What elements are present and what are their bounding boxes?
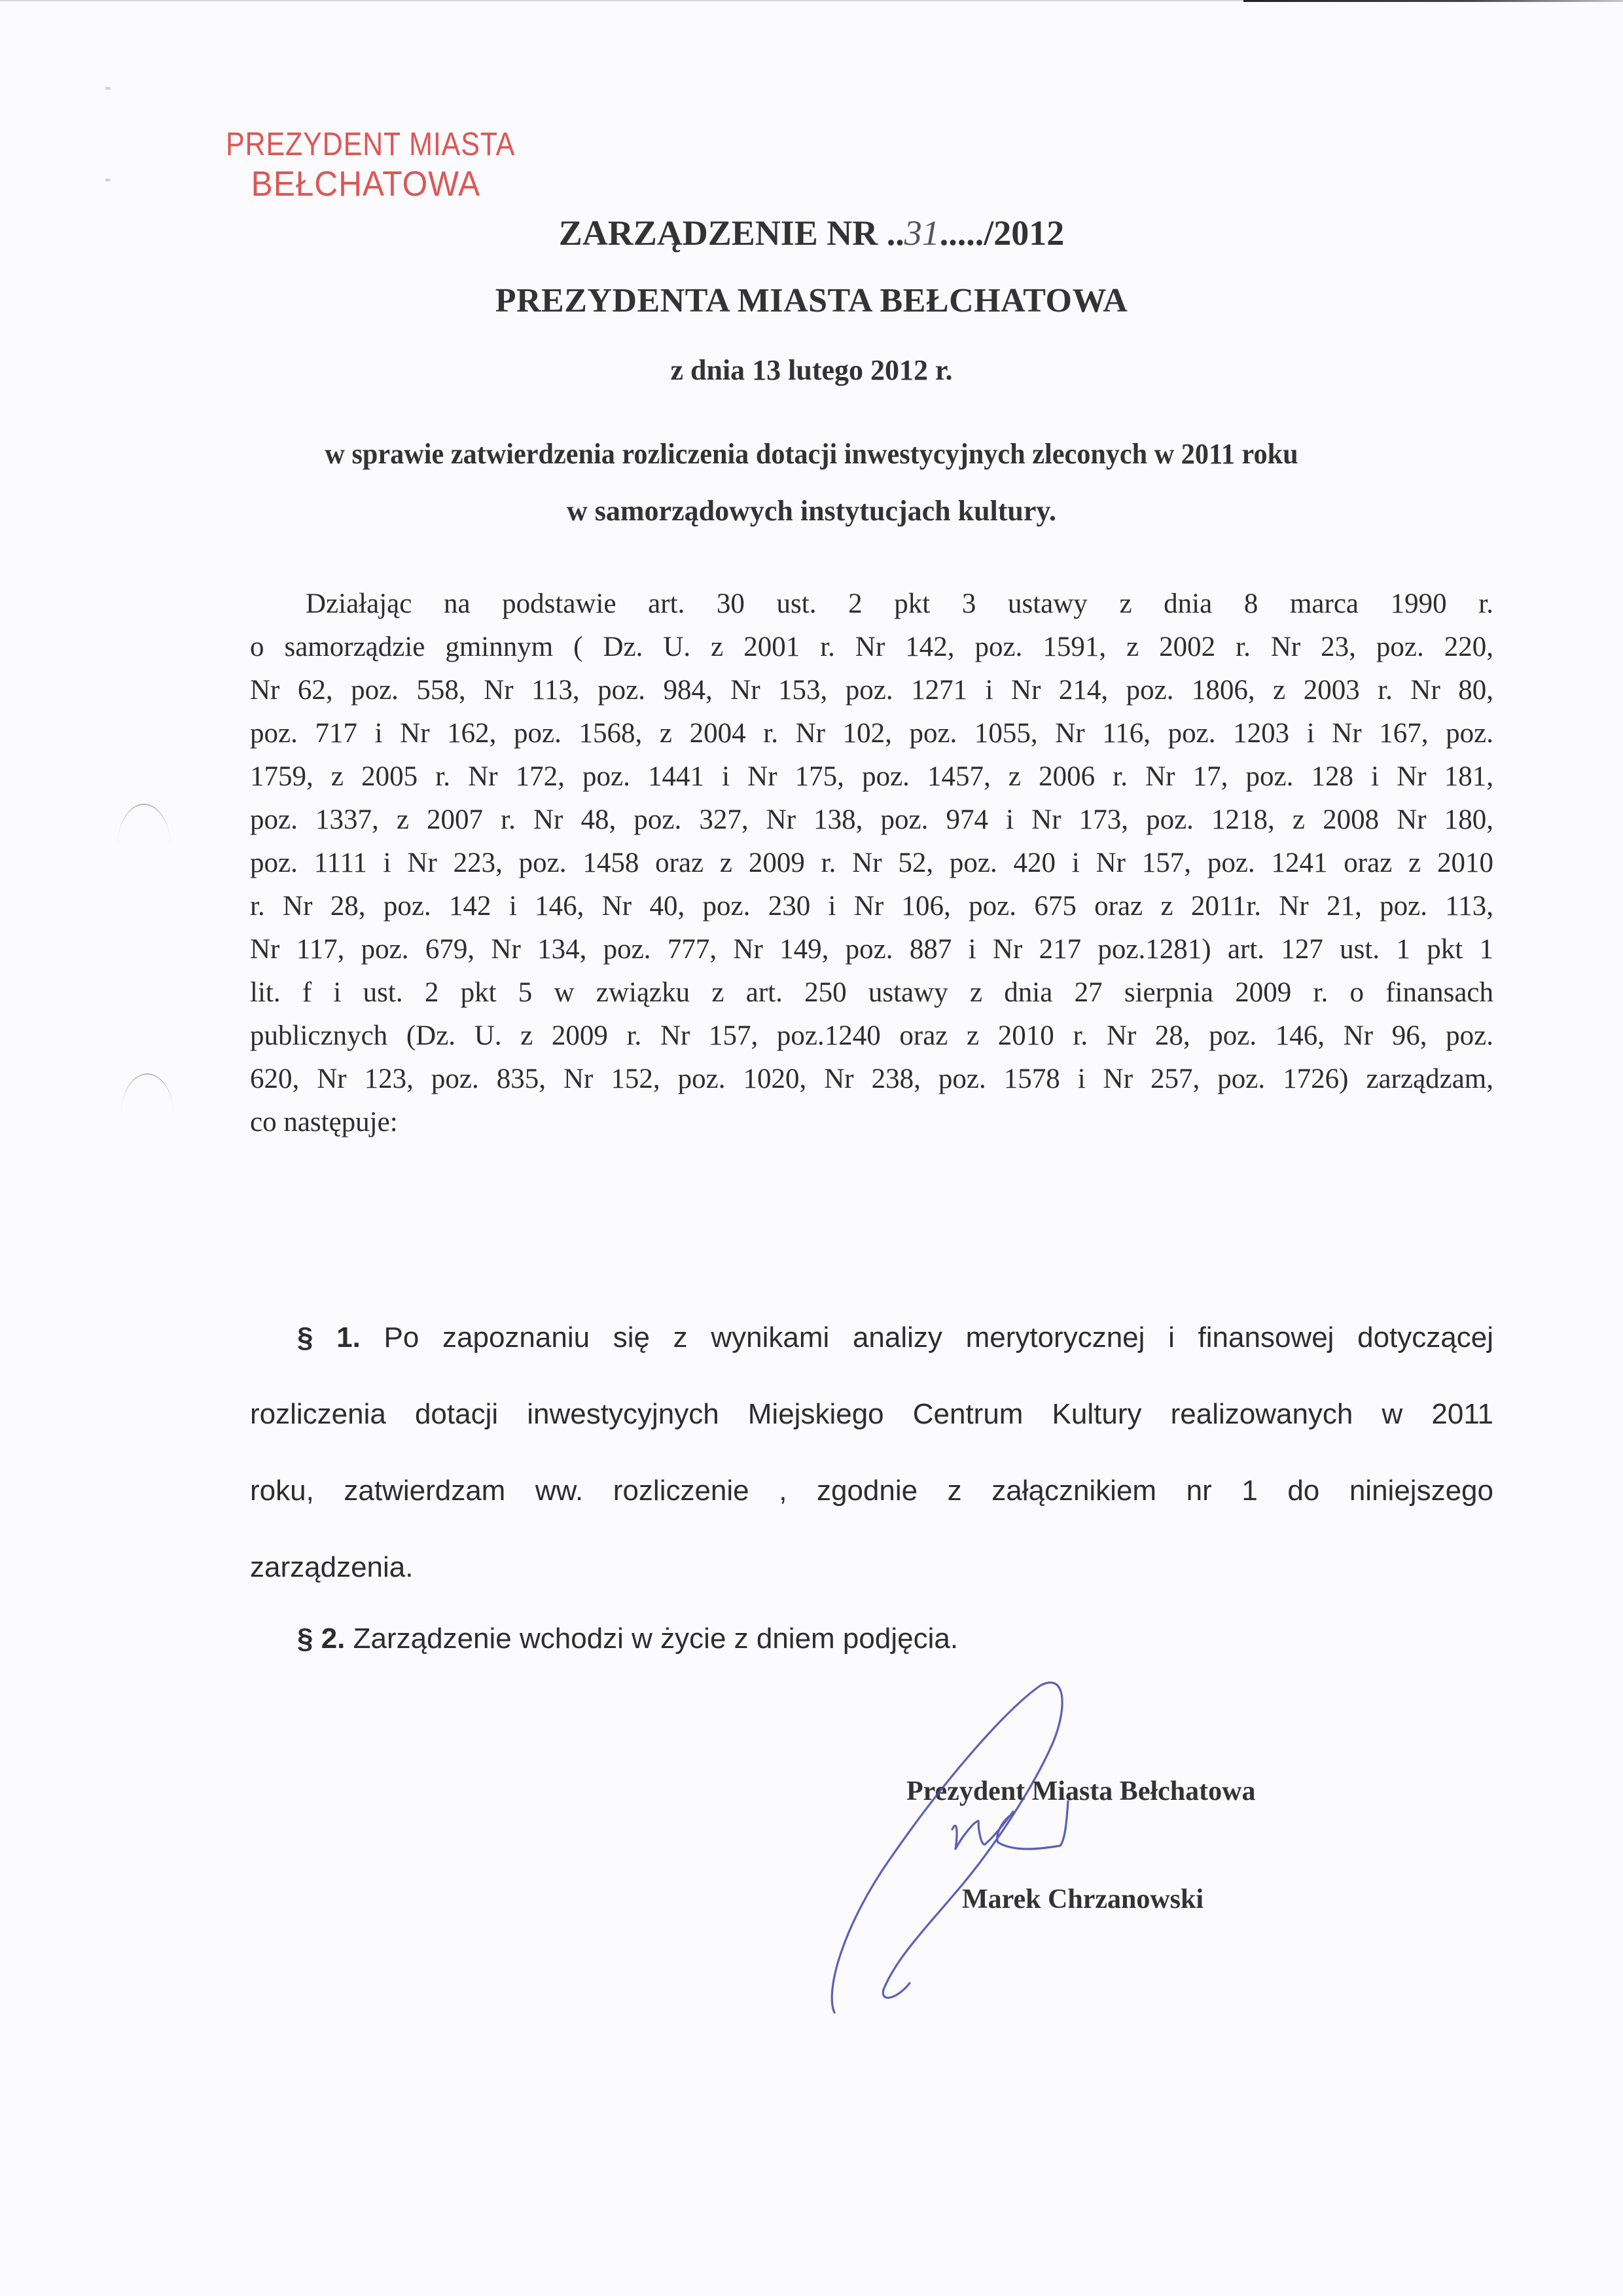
section-line [250,1299,1493,1376]
paragraph-line: 620, Nr 123, poz. 835, Nr 152, poz. 1020, Nr 238, poz. 1578 i Nr 257, poz. 1726) zarządzam, [250,1064,1493,1094]
punch-hole [121,1073,173,1114]
paragraph-line: Nr 62, poz. 558, Nr 113, poz. 984, Nr 153, poz. 1271 i Nr 214, poz. 1806, z 2003 r. Nr 80, [250,675,1493,706]
document-date: z dnia 13 lutego 2012 r. [670,354,953,386]
title-prefix: ZARZĄDZENIE NR .. [558,213,904,253]
scan-edge-dark [1243,0,1623,2]
signature-loop-stroke [832,1683,1062,2013]
issuer: PREZYDENTA MIASTA BEŁCHATOWA [495,282,1128,319]
paragraph-line: Nr 117, poz. 679, Nr 134, poz. 777, Nr 149, poz. 887 i Nr 217 poz.1281) art. 127 ust. 1 pkt 1 [250,934,1493,965]
title-suffix: ...../2012 [939,213,1065,253]
section-text: Po zapoznaniu się z wynikami analizy merytorycznej i finansowej dotyczącej [383,1321,1493,1354]
section-line: rozliczenia dotacji inwestycyjnych Miejskiego Centrum Kultury realizowanych w 2011 [250,1398,1493,1430]
legal-basis-paragraph [250,583,1493,1144]
section-line: roku, zatwierdzam ww. rozliczenie , zgodnie z załącznikiem nr 1 do niniejszego [250,1475,1493,1507]
handwritten-number: 31 [904,213,940,253]
section-line [250,1600,1493,1677]
section-line: zarządzenia. [250,1551,414,1583]
paragraph-line: 1759, z 2005 r. Nr 172, poz. 1441 i Nr 175, poz. 1457, z 2006 r. Nr 17, poz. 128 i Nr 181, [250,761,1493,792]
scan-edge [0,0,1243,1]
section-symbol: § 2. [297,1623,346,1655]
paragraph-line: poz. 1337, z 2007 r. Nr 48, poz. 327, Nr 138, poz. 974 i Nr 173, poz. 1218, z 2008 Nr 180, [250,804,1493,835]
margin-mark: ⁼ [105,84,111,98]
red-stamp [226,124,516,204]
paragraph-line: o samorządzie gminnym ( Dz. U. z 2001 r. Nr 142, poz. 1591, z 2002 r. Nr 23, poz. 220, [250,632,1493,662]
signature-tail-stroke [997,1801,1068,1849]
section-2 [250,1600,1493,1677]
paragraph-line: r. Nr 28, poz. 142 i 146, Nr 40, poz. 230 i Nr 106, poz. 675 oraz z 2011r. Nr 21, poz. 113, [250,891,1493,922]
paragraph-line: lit. f i ust. 2 pkt 5 w związku z art. 250 ustawy z dnia 27 sierpnia 2009 r. o finansach [250,977,1493,1008]
section-text: Zarządzenie wchodzi w życie z dniem podjęcia. [353,1623,959,1655]
paragraph-line: Działając na podstawie art. 30 ust. 2 pkt 3 ustawy z dnia 8 marca 1990 r. [306,588,1493,619]
subject-line-1: w sprawie zatwierdzenia rozliczenia dotacji inwestycyjnych zleconych w 2011 roku [325,438,1298,470]
paragraph-line: poz. 1111 i Nr 223, poz. 1458 oraz z 2009 r. Nr 52, poz. 420 i Nr 157, poz. 1241 oraz z 2010 [250,848,1493,878]
punch-hole [118,804,170,844]
signature-m-stroke [952,1812,1013,1849]
section-symbol: § 1. [297,1321,361,1354]
signatory-title: Prezydent Miasta Bełchatowa [906,1776,1256,1806]
document-title [0,213,1623,253]
section-1 [250,1299,1493,1605]
handwritten-signature [818,1649,1342,2016]
margin-mark: ⁼ [105,175,111,189]
signatory-name: Marek Chrzanowski [962,1884,1204,1914]
stamp-line-2: BEŁCHATOWA [251,164,481,204]
paragraph-line: publicznych (Dz. U. z 2009 r. Nr 157, poz.1240 oraz z 2010 r. Nr 28, poz. 146, Nr 96, poz. [250,1020,1493,1051]
paragraph-line: co następuje: [250,1107,398,1138]
stamp-line-1: PREZYDENT MIASTA [226,126,516,162]
paragraph-line: poz. 717 i Nr 162, poz. 1568, z 2004 r. Nr 102, poz. 1055, Nr 116, poz. 1203 i Nr 167, poz. [250,718,1493,749]
subject-line-2: w samorządowych instytucjach kultury. [566,495,1057,527]
